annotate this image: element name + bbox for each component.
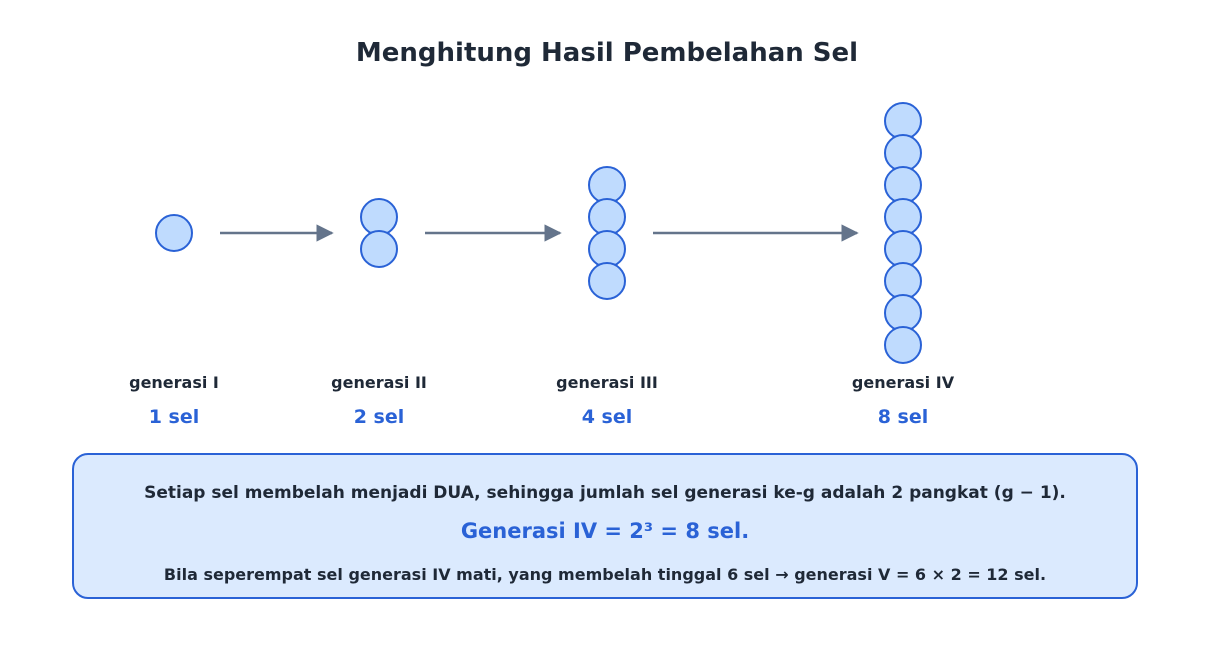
cell-gen2-2: [361, 231, 397, 267]
cell-gen1-1: [156, 215, 192, 251]
cell-gen4-7: [885, 295, 921, 331]
cell-gen3-3: [589, 231, 625, 267]
explanation-result: Generasi IV = 2³ = 8 sel.: [460, 519, 750, 543]
cell-gen4-2: [885, 135, 921, 171]
generation-1-label: generasi I: [129, 373, 219, 392]
diagram-title: Menghitung Hasil Pembelahan Sel: [355, 38, 859, 68]
generation-2-count: 2 sel: [353, 406, 405, 428]
cell-gen4-8: [885, 327, 921, 363]
cell-gen4-6: [885, 263, 921, 299]
cell-gen4-3: [885, 167, 921, 203]
explanation-extension: Bila seperempat sel generasi IV mati, yang membelah tinggal 6 sel → generasi V = 6 × 2 = 12 sel.: [163, 565, 1047, 584]
cell-gen3-4: [589, 263, 625, 299]
explanation-box: [72, 453, 1138, 599]
generation-3-count: 4 sel: [581, 406, 633, 428]
explanation-rule: Setiap sel membelah menjadi DUA, sehingga jumlah sel generasi ke-g adalah 2 pangkat (g − 1).: [144, 483, 1066, 503]
generation-4-label: generasi IV: [851, 373, 955, 392]
cell-gen4-5: [885, 231, 921, 267]
cell-gen2-1: [361, 199, 397, 235]
generation-2-label: generasi II: [331, 373, 427, 392]
generation-1-count: 1 sel: [148, 406, 200, 428]
cell-gen3-2: [589, 199, 625, 235]
cell-gen3-1: [589, 167, 625, 203]
cell-gen4-1: [885, 103, 921, 139]
generation-4-count: 8 sel: [877, 406, 929, 428]
generation-3-label: generasi III: [556, 373, 658, 392]
cell-gen4-4: [885, 199, 921, 235]
